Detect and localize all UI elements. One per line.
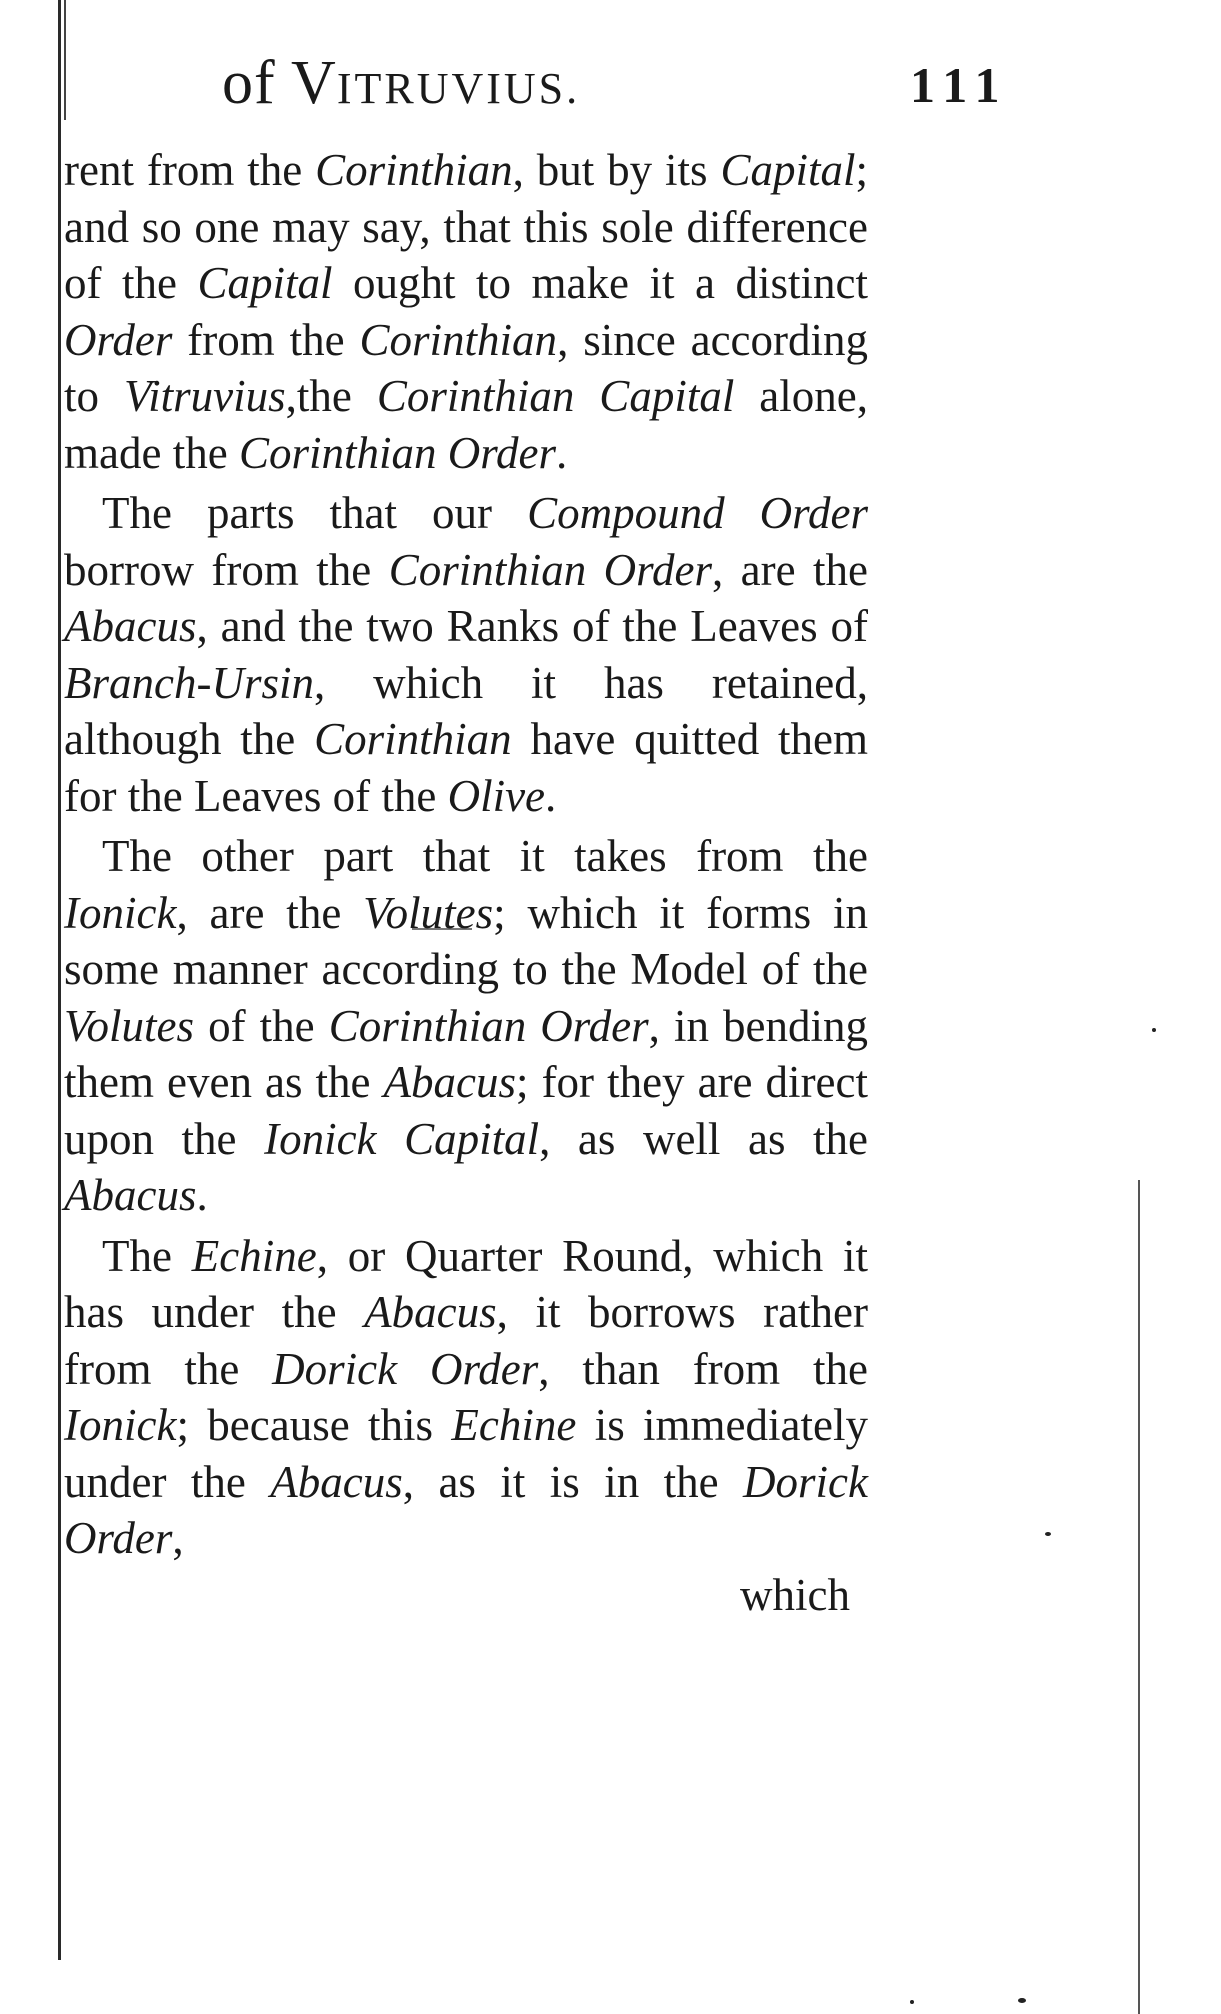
italic-term: Branch-Ursin xyxy=(64,657,314,708)
text-run: rent from the xyxy=(64,145,316,195)
italic-term: Corinthian xyxy=(314,714,512,764)
text-run: The xyxy=(102,1230,192,1281)
page-header xyxy=(0,48,1221,128)
text-run: , xyxy=(172,1513,184,1563)
body-text xyxy=(64,142,868,1623)
italic-term: Echine xyxy=(191,1230,317,1281)
italic-term: Volutes xyxy=(363,887,494,938)
text-run: ; which it forms in some manner according to the Model of the xyxy=(64,887,868,994)
text-run: ,the xyxy=(285,371,377,421)
italic-term: Ionick xyxy=(64,887,177,938)
text-run: . xyxy=(545,770,557,821)
text-run: , since according to xyxy=(64,314,868,421)
text-run: ; because this xyxy=(176,1400,452,1450)
italic-term: Abacus xyxy=(364,1287,497,1337)
catchword: which xyxy=(740,1569,850,1620)
scan-speck xyxy=(1018,1998,1026,2003)
text-run: , as well as the xyxy=(539,1113,868,1164)
running-title-of: of xyxy=(222,49,276,117)
italic-term: Corinthian xyxy=(359,314,558,365)
italic-term: Vitruvius xyxy=(123,371,286,421)
italic-term: Corinthian Order xyxy=(238,427,557,478)
italic-term: Abacus xyxy=(64,1170,197,1220)
italic-term: Dorick Order xyxy=(64,1456,868,1563)
scan-speck xyxy=(1045,1532,1051,1536)
text-run: , but by its xyxy=(512,145,721,195)
text-run: , which it has retained, although the xyxy=(64,657,868,764)
scan-edge-left xyxy=(58,0,61,1960)
italic-term: Dorick Order xyxy=(272,1343,539,1394)
italic-term: Abacus xyxy=(64,601,197,651)
italic-term: Corinthian Capital xyxy=(376,371,735,421)
running-title xyxy=(222,48,580,119)
scan-edge-right xyxy=(1138,1180,1140,2014)
italic-term: Corinthian xyxy=(315,145,513,195)
text-run: , it borrows rather from the xyxy=(64,1287,868,1394)
page-number: 111 xyxy=(910,57,1010,113)
text-run: , are the xyxy=(176,887,364,938)
italic-term: Echine xyxy=(451,1400,577,1450)
text-run: The parts that our xyxy=(102,488,528,538)
text-run: have quitted them for the Leaves of the xyxy=(64,714,868,821)
paragraph-1 xyxy=(64,142,868,481)
italic-term: Ionick Capital xyxy=(264,1113,540,1164)
text-run: , in bending them even as the xyxy=(64,1000,868,1107)
text-run: ought to make it a distinct xyxy=(332,258,868,308)
italic-term: Capital xyxy=(197,258,333,308)
running-title-rest: ITRUVIUS. xyxy=(336,64,581,113)
text-run: borrow from the xyxy=(64,544,389,595)
paragraph-2 xyxy=(64,485,868,824)
running-title-v: V xyxy=(291,49,337,117)
paragraph-3 xyxy=(64,828,868,1224)
text-run: of the xyxy=(194,1000,329,1051)
text-run: The other part that it takes from the xyxy=(102,831,868,881)
paragraph-4 xyxy=(64,1228,868,1567)
italic-term: Compound Order xyxy=(527,488,868,538)
text-run: from the xyxy=(172,314,360,365)
italic-term: Abacus xyxy=(270,1456,403,1507)
text-run: , or Quarter Round, which it has under the xyxy=(64,1230,868,1337)
text-run: alone, made the xyxy=(64,371,868,478)
scan-speck xyxy=(1152,1028,1156,1032)
italic-term: Olive xyxy=(447,770,546,821)
text-run: , and the two Ranks of the Leaves of xyxy=(196,601,868,651)
text-run: ; for they are direct upon the xyxy=(64,1057,868,1164)
italic-term: Ionick xyxy=(64,1400,177,1450)
italic-term: Capital xyxy=(720,145,856,195)
italic-term: Abacus xyxy=(383,1057,517,1107)
italic-term: Corinthian Order xyxy=(328,1000,649,1051)
text-run: , are the xyxy=(712,544,869,595)
text-run: . xyxy=(196,1170,208,1220)
text-run: , as it is in the xyxy=(402,1456,744,1507)
text-run: is immediately under the xyxy=(64,1400,868,1507)
text-run: , than from the xyxy=(538,1343,868,1394)
text-run: . xyxy=(556,427,568,478)
text-run: ; and so one may say, that this sole difference of the xyxy=(64,145,868,308)
scan-speck xyxy=(910,2000,914,2004)
italic-term: Corinthian Order xyxy=(388,544,712,595)
italic-term: Order xyxy=(64,314,173,365)
italic-term: Volutes xyxy=(64,1000,194,1051)
